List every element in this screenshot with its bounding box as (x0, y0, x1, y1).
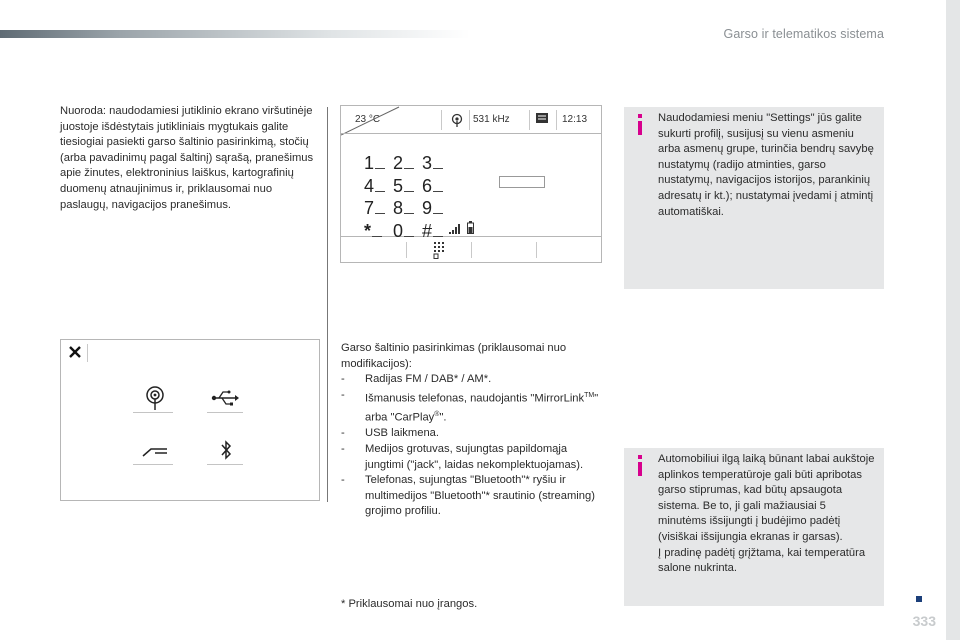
bottom-separator (406, 242, 407, 258)
page-header-title: Garso ir telematikos sistema (723, 27, 884, 41)
status-separator (441, 110, 442, 130)
info-box-temperature (624, 448, 884, 606)
key-star: * (364, 220, 372, 241)
radio-source-icon (145, 386, 165, 410)
messages-icon (535, 112, 549, 125)
status-separator (556, 110, 557, 130)
toolbar-separator (87, 344, 88, 362)
key-1: 1 (364, 153, 375, 173)
info-box-settings (624, 107, 884, 289)
screen-status-divider (341, 133, 601, 134)
key-8: 8 (393, 198, 404, 219)
info-icon (638, 455, 642, 459)
keypad-icon (433, 241, 445, 259)
radio-source-icon (451, 113, 463, 127)
frequency-readout: 531 kHz (473, 114, 510, 125)
key-6: 6 (422, 175, 433, 196)
bottom-separator (471, 242, 472, 258)
source-intro: Garso šaltinio pasirinkimas (priklausomai nuo modifikacijos): (341, 342, 567, 370)
list-item: - USB laikmena. (341, 426, 603, 442)
list-item: - Radijas FM / DAB* / AM*. (341, 372, 603, 388)
usb-icon (211, 390, 239, 406)
icon-underline (207, 412, 243, 413)
key-5: 5 (393, 175, 404, 196)
bottom-separator (536, 242, 537, 258)
info-icon-bar (638, 462, 642, 476)
source-selection-section (341, 341, 603, 520)
key-7: 7 (364, 198, 375, 219)
key-hash: # (422, 220, 433, 241)
list-item: - Telefonas, sujungtas "Bluetooth"* ryšiu ir multimedijos "Bluetooth"* srautinio (streaming) grojimo profiliu. (341, 473, 603, 520)
source-list (341, 372, 603, 520)
info-temperature-reset: Į pradinę padėtį grįžtama, kai temperatūra salone nukrinta. (658, 546, 866, 575)
page-edge-strip (946, 0, 960, 640)
key-9: 9 (422, 198, 433, 219)
status-separator (529, 110, 530, 130)
temperature-readout: 23 °C (355, 114, 381, 125)
dial-input-field (499, 176, 545, 188)
bluetooth-icon (220, 440, 232, 460)
column-divider (327, 107, 328, 502)
clock-readout: 12:13 (562, 114, 588, 125)
info-settings-text: Naudodamiesi meniu "Settings" jūs galite sukurti profilį, susijusį su vienu asmeniu arba asmenų grupe, turinčia bendrų savybę nustatymų (radijo atminties, garso nustatymų, navigacijos istorijos, parankinių adresatų ir kt.); nustatymai įvedami į atmintį automatiškai. (658, 112, 874, 218)
info-temperature-paragraph: Automobiliui ilgą laiką būnant labai aukštoje aplinkos temperatūroje gali būti apribotas garso stiprumas, kad būtų apsaugota sistema. Be to, ji gali mažiausiai 5 minutėms išsijungti į budėjimo padėtį (visiškai išsijungia ekranas ir garsas). (658, 453, 875, 543)
key-2: 2 (393, 153, 404, 173)
icon-underline (133, 464, 173, 465)
header-gradient-bar (0, 30, 470, 38)
footnote: * Priklausomai nuo įrangos. (341, 598, 478, 610)
list-item: - Medijos grotuvas, sujungtas papildomąja jungtimi ("jack", laidas nekomplektuojamas). (341, 442, 603, 473)
icon-underline (207, 464, 243, 465)
left-note: Nuoroda: naudodamiesi jutiklinio ekrano viršutinėje juostoje išdėstytais jutikliniais mygtukais galite tiesiogiai pasiekti garso šaltinio pasirinkimą, stočių (arba pavadinimų pagal šaltinį) sąrašą, pranešimus apie žinutes, elektroninius laiškus, kartografinių duomenų atnaujinimus ir, priklausomai nuo paslaugų, navigacijos pranešimus. (60, 105, 314, 211)
callout-line (341, 106, 401, 136)
aux-jack-icon (141, 444, 169, 458)
page-marker (916, 596, 922, 602)
key-0: 0 (393, 220, 404, 241)
icon-underline (133, 412, 173, 413)
key-4: 4 (364, 175, 375, 196)
close-icon (69, 346, 81, 358)
status-separator (469, 110, 470, 130)
page-number: 333 (912, 613, 936, 629)
info-icon-bar (638, 121, 642, 135)
key-3: 3 (422, 153, 433, 173)
phone-keypad (364, 152, 451, 242)
list-item: - Išmanusis telefonas, naudojantis "MirrorLink™" arba "CarPlay®". (341, 388, 603, 427)
battery-icon (467, 221, 474, 234)
touchscreen-illustration-sources (60, 339, 320, 501)
info-temperature-text (658, 452, 876, 577)
info-icon (638, 114, 642, 118)
